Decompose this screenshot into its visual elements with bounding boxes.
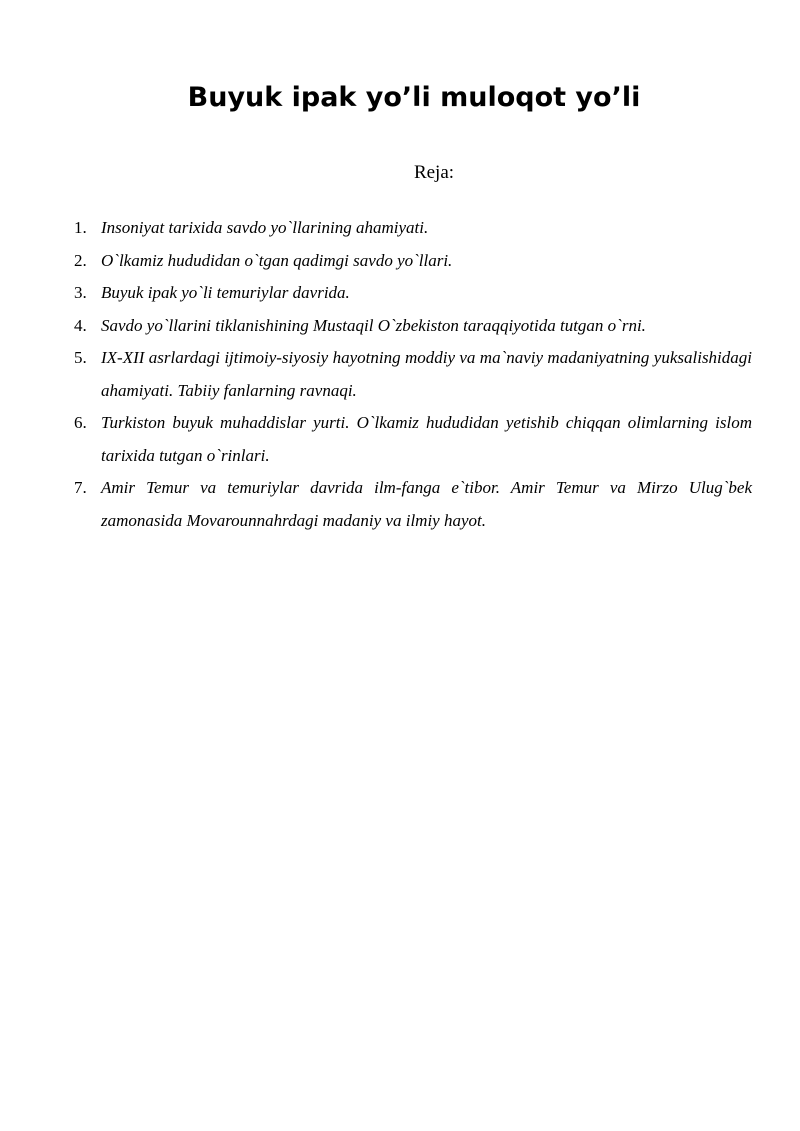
plan-item-number: 7. <box>74 478 87 497</box>
plan-item-number: 5. <box>74 348 87 367</box>
plan-item-text: Amir Temur va temuriylar davrida ilm-fanga e`tibor. Amir Temur va Mirzo Ulug`bek zamonasida Movarounnahrdagi madaniy va ilmiy hayot. <box>101 478 752 530</box>
plan-item-text: Turkiston buyuk muhaddislar yurti. O`lkamiz hududidan yetishib chiqqan olimlarning islom tarixida tutgan o`rinlari. <box>101 413 752 465</box>
plan-item-number: 4. <box>74 315 87 335</box>
plan-item-text: O`lkamiz hududidan o`tgan qadimgi savdo yo`llari. <box>101 250 453 270</box>
plan-item <box>74 407 752 472</box>
document-title: Buyuk ipak yo’li muloqot yo’li <box>187 82 641 113</box>
plan-item <box>74 245 752 278</box>
plan-item <box>74 342 752 407</box>
plan-item-text: IX-XII asrlardagi ijtimoiy-siyosiy hayotning moddiy va ma`naviy madaniyatning yuksalishidagi ahamiyati. Tabiiy fanlarning ravnaqi. <box>101 348 752 400</box>
plan-item-number: 3. <box>74 283 87 302</box>
plan-item-text: Savdo yo`llarini tiklanishining Mustaqil O`zbekiston taraqqiyotida tutgan o`rni. <box>101 315 646 335</box>
plan-item-number: 6. <box>74 413 87 432</box>
plan-item-number: 2. <box>74 250 87 270</box>
plan-item <box>74 212 752 245</box>
plan-item <box>74 277 752 310</box>
plan-item-text: Insoniyat tarixida savdo yo`llarining ahamiyati. <box>101 218 429 237</box>
plan-item <box>74 472 752 537</box>
plan-item <box>74 310 752 343</box>
plan-item-number: 1. <box>74 218 87 237</box>
plan-item-text: Buyuk ipak yo`li temuriylar davrida. <box>101 283 350 302</box>
plan-list <box>74 212 752 537</box>
plan-heading: Reja: <box>413 162 455 183</box>
